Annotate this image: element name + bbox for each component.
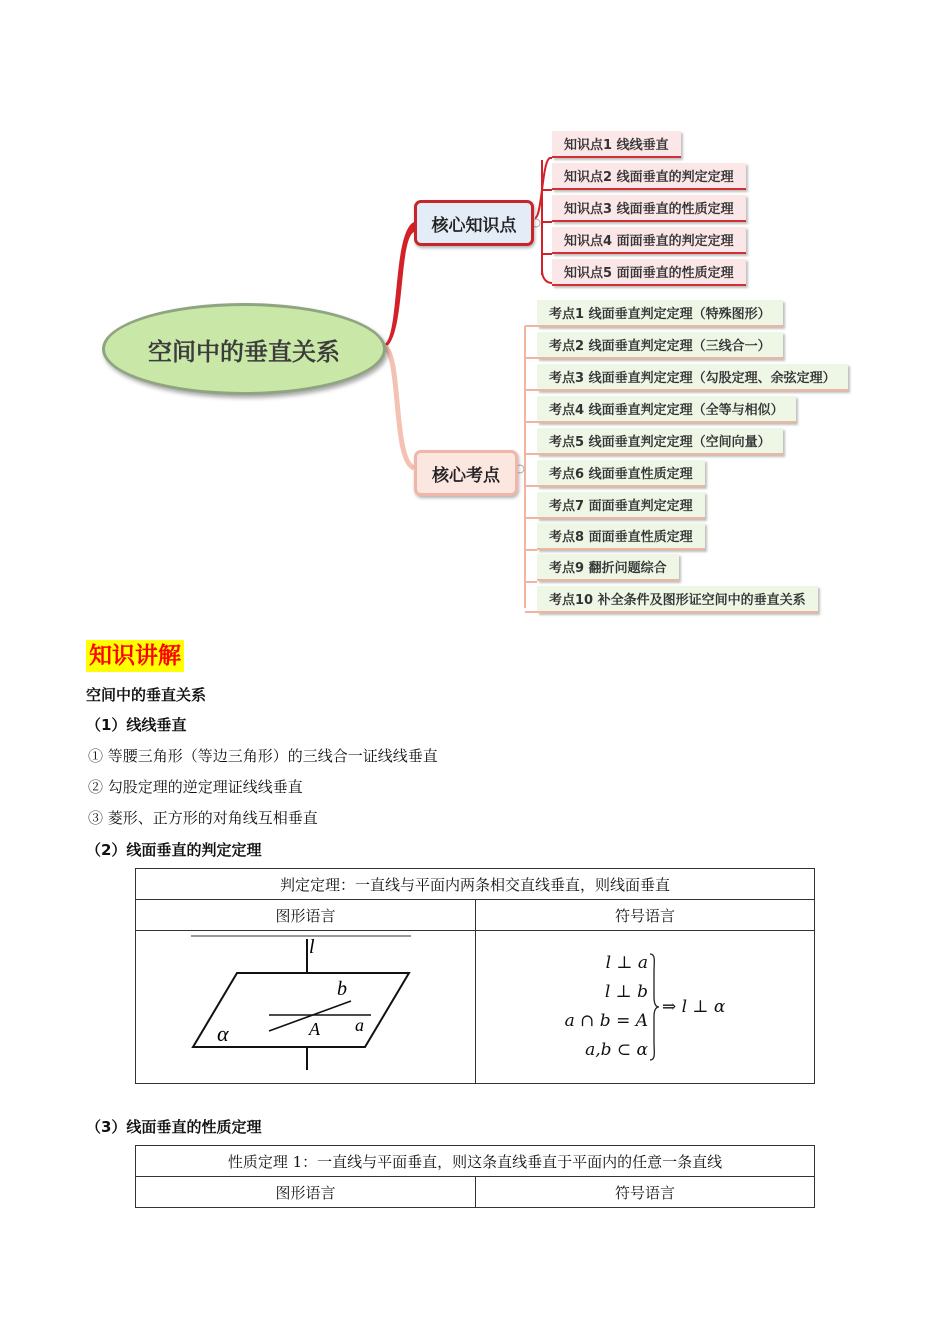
branch-core-exam: 核心考点: [414, 450, 518, 496]
knowledge-item: 知识点1 线线垂直: [552, 131, 681, 158]
column-figure-language: 图形语言: [136, 900, 476, 931]
connector-root-exam: [383, 346, 414, 468]
exam-item: 考点5 线面垂直判定定理（空间向量）: [537, 428, 783, 455]
exam-item: 考点10 补全条件及图形证空间中的垂直关系: [537, 586, 818, 613]
exam-item: 考点9 翻折问题综合: [537, 554, 679, 581]
exam-item: 考点6 线面垂直性质定理: [537, 460, 705, 487]
knowledge-item: 知识点5 面面垂直的性质定理: [552, 259, 746, 286]
exam-item: 考点7 面面垂直判定定理: [537, 492, 705, 519]
theorem-statement: 性质定理 1：一直线与平面垂直，则这条直线垂直于平面内的任意一条直线: [136, 1146, 815, 1177]
theorem-table-judgement: [135, 868, 815, 1084]
column-figure-language: 图形语言: [136, 1177, 476, 1208]
mind-map: [0, 0, 950, 630]
label-b: b: [336, 978, 347, 1000]
mind-map-connectors: [0, 0, 950, 630]
list-item: ② 勾股定理的逆定理证线线垂直: [88, 778, 303, 796]
condition-4: a,b ⊂ α: [585, 1040, 649, 1060]
symbol-conditions: [565, 949, 648, 1065]
symbol-cell: [476, 931, 815, 1084]
subheading-property-theorem: （3）线面垂直的性质定理: [86, 1118, 262, 1136]
column-symbol-language: 符号语言: [476, 1177, 815, 1208]
exam-item: 考点2 线面垂直判定定理（三线合一）: [537, 332, 783, 359]
condition-2: l ⊥ b: [604, 982, 649, 1002]
list-item: ③ 菱形、正方形的对角线互相垂直: [88, 809, 318, 827]
connector-root-knowledge: [383, 222, 414, 348]
label-point-A: A: [308, 1019, 320, 1039]
right-brace-icon: [648, 952, 660, 1062]
label-l: l: [308, 936, 315, 958]
column-symbol-language: 符号语言: [476, 900, 815, 931]
subheading-line-line: （1）线线垂直: [86, 716, 187, 734]
exam-item: 考点4 线面垂直判定定理（全等与相似）: [537, 396, 796, 423]
exam-item: 考点8 面面垂直性质定理: [537, 523, 705, 550]
exam-item: 考点3 线面垂直判定定理（勾股定理、余弦定理）: [537, 364, 848, 391]
exam-item: 考点1 线面垂直判定定理（特殊图形）: [537, 300, 783, 327]
condition-3: a ∩ b = A: [564, 1011, 649, 1031]
theorem-table-property: [135, 1145, 815, 1208]
mind-map-root: 空间中的垂直关系: [102, 303, 386, 395]
symbol-conclusion: ⇒ l ⊥ α: [662, 997, 726, 1017]
knowledge-item: 知识点2 线面垂直的判定定理: [552, 163, 746, 190]
knowledge-item: 知识点4 面面垂直的判定定理: [552, 227, 746, 254]
branch-core-knowledge: 核心知识点: [414, 200, 534, 246]
label-a: a: [354, 1015, 364, 1035]
theorem-statement: 判定定理：一直线与平面内两条相交直线垂直，则线面垂直: [136, 869, 815, 900]
figure-cell: [136, 931, 476, 1084]
subheading-judgement-theorem: （2）线面垂直的判定定理: [86, 841, 262, 859]
section-heading: 空间中的垂直关系: [86, 686, 207, 704]
label-alpha: α: [216, 1021, 229, 1046]
plane-perpendicular-figure: [191, 935, 421, 1075]
symbol-group: [565, 949, 726, 1065]
list-item: ① 等腰三角形（等边三角形）的三线合一证线线垂直: [88, 747, 438, 765]
knowledge-item: 知识点3 线面垂直的性质定理: [552, 195, 746, 222]
condition-1: l ⊥ a: [605, 953, 649, 973]
section-title: 知识讲解: [86, 640, 184, 672]
